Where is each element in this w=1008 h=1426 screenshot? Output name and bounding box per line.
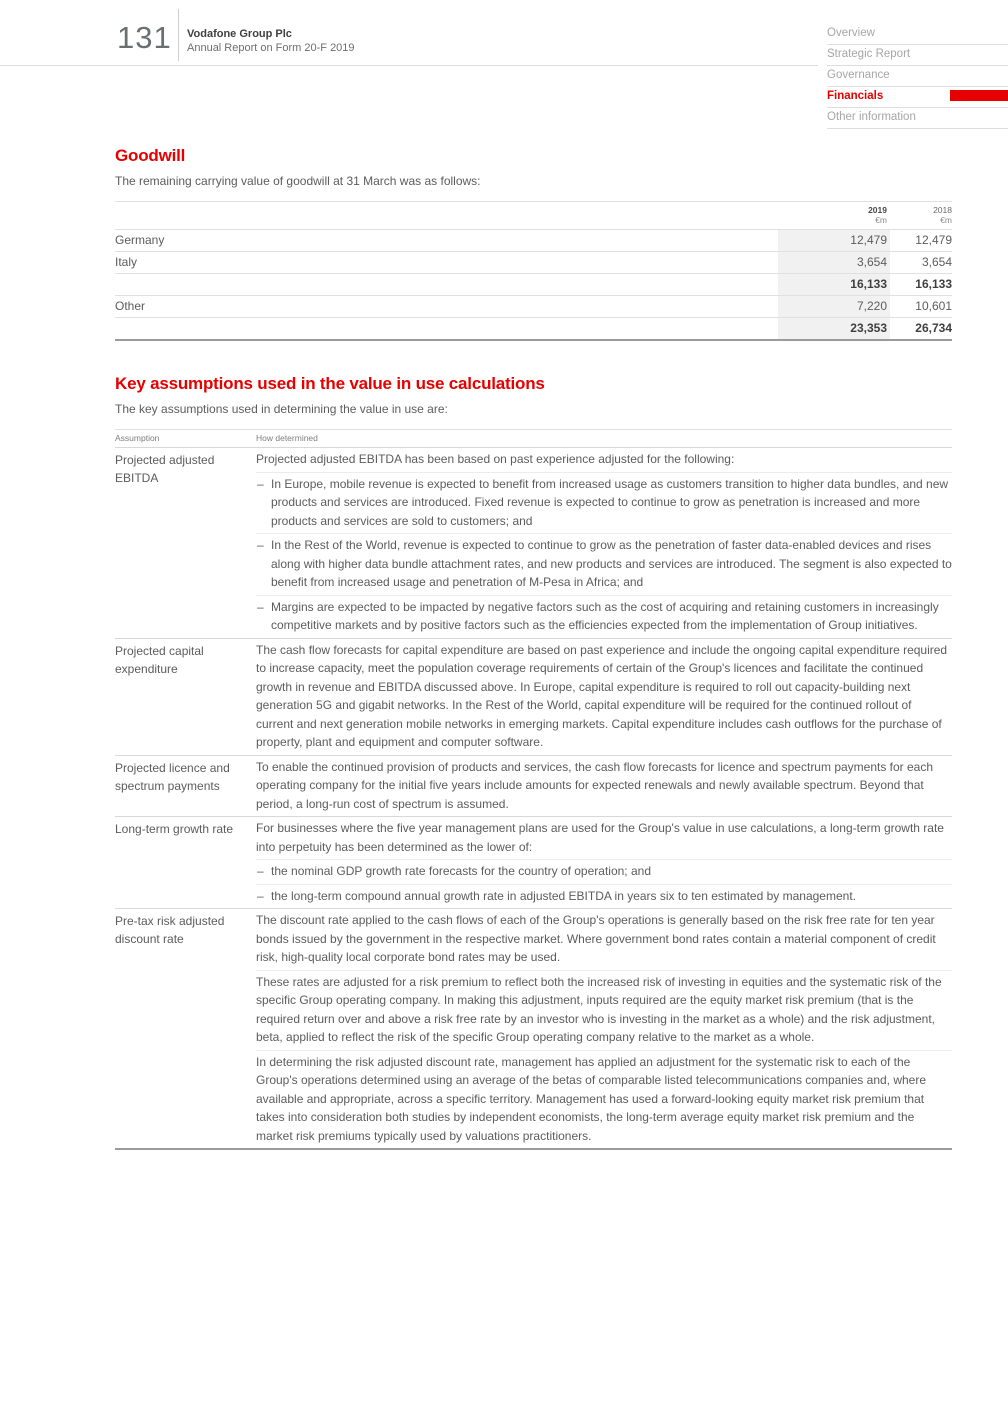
bullet-item: – In Europe, mobile revenue is expected to benefit from increased usage as customers transition to higher data bundles, and new products and services are introduced. Fixed revenue is expected to continue to grow as penetration is increased and more products and services are sold to customers; and: [256, 472, 952, 534]
table-row-other: Other 7,220 10,601: [115, 295, 952, 317]
nav-item-financials[interactable]: [827, 87, 1008, 108]
page-content: [115, 146, 952, 1150]
text-block: For businesses where the five year management plans are used for the Group's value in use calculations, a long-term growth rate into perpetuity has been determined as the lower of:: [256, 821, 944, 854]
goodwill-table-header: [115, 201, 952, 229]
company-name: Vodafone Group Plc: [187, 28, 292, 40]
text-block: In determining the risk adjusted discount rate, management has applied an adjustment for the systematic risk to each of the Group's operations determined using an average of the betas of comparable listed telecommunications companies and, where available and appropriate, across a specific territory. Management has used a forward-looking equity market risk premium that takes into consideration both studies by independent economists, the long-term average equity market risk premium and the market risk premiums typically used by valuations practitioners.: [256, 1050, 952, 1149]
header-divider: [178, 9, 179, 61]
table-row-pre-tax-discount-rate: Pre-tax risk adjusted discount rate The discount rate applied to the cash flows of each of the Group's operations is generally based on the risk free rate for ten year bonds issued by the government in the respective market. Where government bond rates contain a material component of credit risk, high-quality local corporate bond rates may be used. These rates are adjusted for a risk premium to reflect both the increased risk of investing in equities and the systematic risk of the specific Group operating company. In making this adjustment, inputs required are the equity market risk premium (that is the required return over and above a risk free rate by an investor who is investing in the market as a whole) and the risk adjustment, beta, applied to reflect the risk of the specific Group operating company relative to the market as a whole. In determining the risk adjusted discount rate, management has applied an adjustment for the systematic risk to each of the Group's operations determined using an average of the betas of comparable listed telecommunications companies and, where available and appropriate, across a specific territory. Management has used a forward-looking equity market risk premium that takes into consideration both studies by independent economists, the long-term average equity market risk premium and the market risk premiums typically used by valuations practitioners.: [115, 908, 952, 1148]
bullet-item: – the nominal GDP growth rate forecasts for the country of operation; and: [256, 859, 952, 884]
bullet-dash: –: [257, 538, 264, 552]
section-nav: [827, 24, 1008, 129]
text-block: These rates are adjusted for a risk premium to reflect both the increased risk of investing in equities and the systematic risk of the specific Group operating company. In making this adjustment, inputs required are the equity market risk premium (that is the required return over and above a risk free rate by an investor who is investing in the market as a whole) and the risk adjustment, beta, applied to reflect the risk of the specific Group operating company relative to the market as a whole.: [256, 970, 952, 1050]
nav-item-financials-label: Financials: [827, 90, 884, 102]
table-row-subtotal: 16,133 16,133: [115, 273, 952, 295]
text-block: Projected adjusted EBITDA has been based on past experience adjusted for the following:: [256, 452, 735, 466]
goodwill-table: [115, 201, 952, 341]
table-row-projected-licence-spectrum: Projected licence and spectrum payments To enable the continued provision of products and services, the cash flow forecasts for licence and spectrum payments for each operating company for the initial five years include amounts for expected renewals and newly available spectrum. Beyond that period, a long-run cost of spectrum is assumed.: [115, 755, 952, 817]
table-row-long-term-growth-rate: Long-term growth rate For businesses where the five year management plans are used for the Group's value in use calculations, a long-term growth rate into perpetuity has been determined as the lower of: – the nominal GDP growth rate forecasts for the country of operation; and – the long-term compound annual growth rate in adjusted EBITDA in years six to ten estimated by management.: [115, 816, 952, 908]
column-header-2018: 2018 €m: [933, 205, 952, 225]
assumptions-heading: Key assumptions used in the value in use calculations: [115, 374, 545, 393]
report-name: Annual Report on Form 20-F 2019: [187, 42, 355, 54]
page-number: 131: [117, 20, 172, 55]
assumptions-table-header: [115, 429, 952, 448]
bullet-item: – Margins are expected to be impacted by negative factors such as the cost of acquiring and retaining customers in increasingly competitive markets and by positive factors such as the efficiencies expected from the implementation of Group initiatives.: [256, 595, 952, 638]
nav-item-overview[interactable]: Overview: [827, 24, 1008, 45]
bullet-item: – In the Rest of the World, revenue is expected to continue to grow as the penetration of faster data-enabled devices and rises along with higher data bundle attachment rates, and new products and services are introduced. The segment is also expected to benefit from increased usage and penetration of M-Pesa in Africa; and: [256, 533, 952, 595]
table-row-total: 23,353 26,734: [115, 317, 952, 339]
assumptions-intro: The key assumptions used in determining the value in use are:: [115, 402, 448, 416]
bullet-dash: –: [257, 599, 264, 614]
nav-item-other-information[interactable]: Other information: [827, 108, 1008, 129]
assumptions-table: [115, 429, 952, 1150]
column-header-2019: 2019 €m: [868, 205, 887, 225]
table-row-projected-adjusted-ebitda: Projected adjusted EBITDA Projected adjusted EBITDA has been based on past experience adjusted for the following: – In Europe, mobile revenue is expected to benefit from increased usage as customers transition to higher data bundles, and new products and services are introduced. Fixed revenue is expected to continue to grow as penetration is increased and more products and services are sold to customers; and – In the Rest of the World, revenue is expected to continue to grow as the penetration of faster data-enabled devices and rises along with higher data bundle attachment rates, and new products and services are introduced. The segment is also expected to benefit from increased usage and penetration of M-Pesa in Africa; and – Margins are expected to be impacted by negative factors such as the cost of acquiring and retaining customers in increasingly competitive markets and by positive factors such as the efficiencies expected from the implementation of Group initiatives.: [115, 448, 952, 638]
header-rule: [0, 65, 818, 66]
active-section-marker: [950, 90, 1008, 101]
column-header-how-determined: How determined: [256, 433, 318, 443]
bullet-dash: –: [257, 888, 264, 903]
text-block: The cash flow forecasts for capital expenditure are based on past experience and include the ongoing capital expenditure required to increase capacity, meet the population coverage requirements of certain of the Group's licences and facilitate the continued growth in revenue and EBITDA discussed above. In Europe, capital expenditure is required to roll out capacity-building next generation 5G and gigabit networks. In the Rest of the World, capital expenditure will be required for the continued rollout of current and next generation mobile networks in emerging markets. Capital expenditure includes cash outflows for the purchase of property, plant and equipment and computer software.: [256, 642, 948, 749]
nav-item-strategic-report[interactable]: Strategic Report: [827, 45, 1008, 66]
text-block: The discount rate applied to the cash flows of each of the Group's operations is generally based on the risk free rate for ten year bonds issued by the government in the respective market. Where government bond rates contain a material component of credit risk, high-quality local corporate bond rates may be used.: [256, 913, 936, 964]
nav-item-governance[interactable]: Governance: [827, 66, 1008, 87]
goodwill-intro: The remaining carrying value of goodwill at 31 March was as follows:: [115, 174, 481, 188]
goodwill-heading: Goodwill: [115, 146, 186, 165]
text-block: To enable the continued provision of products and services, the cash flow forecasts for licence and spectrum payments for each operating company for the initial five years include amounts for expected renewals and newly available spectrum. Beyond that period, a long-run cost of spectrum is assumed.: [256, 759, 934, 811]
table-row-germany: Germany 12,479 12,479: [115, 229, 952, 251]
bullet-item: – the long-term compound annual growth rate in adjusted EBITDA in years six to ten estimated by management.: [256, 884, 952, 909]
bullet-dash: –: [257, 864, 264, 878]
report-title-block: [187, 28, 355, 54]
table-row-italy: Italy 3,654 3,654: [115, 251, 952, 273]
column-header-assumption: Assumption: [115, 433, 160, 443]
bullet-dash: –: [257, 476, 264, 491]
table-row-projected-capital-expenditure: Projected capital expenditure The cash flow forecasts for capital expenditure are based on past experience and include the ongoing capital expenditure required to increase capacity, meet the population coverage requirements of certain of the Group's licences and facilitate the continued growth in revenue and EBITDA discussed above. In Europe, capital expenditure is required to roll out capacity-building next generation 5G and gigabit networks. In the Rest of the World, capital expenditure will be required for the continued rollout of current and next generation mobile networks in emerging markets. Capital expenditure includes cash outflows for the purchase of property, plant and equipment and computer software.: [115, 638, 952, 755]
